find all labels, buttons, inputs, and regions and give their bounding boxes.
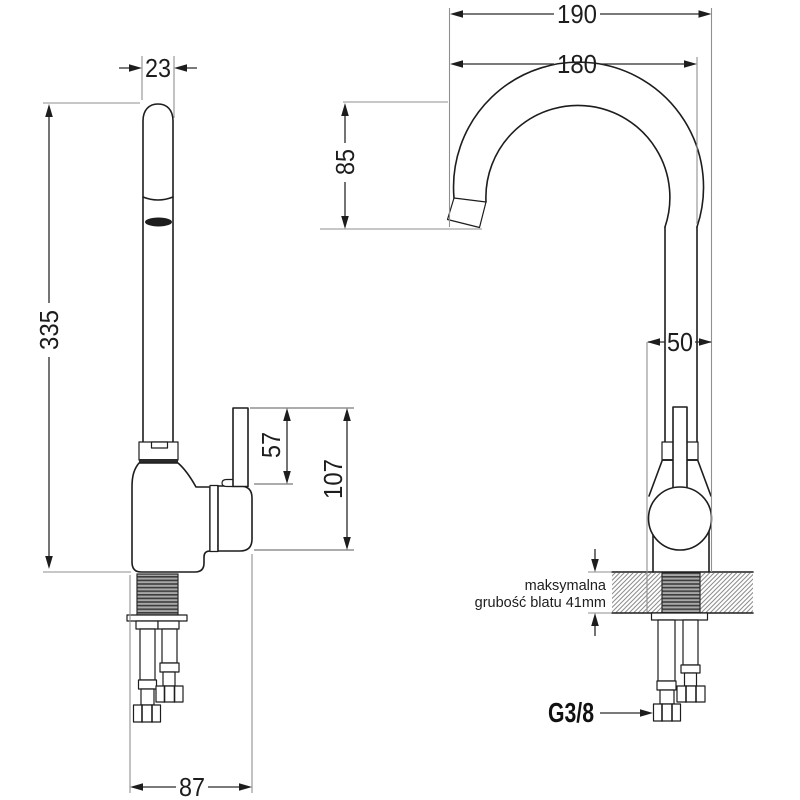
arrow-down-icon: [341, 216, 349, 229]
side-handle-base: [218, 486, 252, 551]
side-hose-right-nut: [156, 686, 183, 702]
front-view: [448, 62, 754, 721]
thread-size-label: G3/8: [548, 697, 594, 728]
arrow-left-icon: [647, 338, 660, 346]
front-hose-right-nut: [677, 686, 705, 702]
side-collar-notch: [152, 442, 168, 448]
arrow-left-icon: [450, 60, 463, 68]
arrow-left-icon: [450, 10, 463, 18]
arrow-down-icon: [283, 471, 291, 484]
side-hose-left: [134, 629, 161, 722]
side-mount-block-left: [136, 621, 158, 629]
dim-body-width: [647, 327, 712, 357]
arrow-right-icon: [699, 10, 712, 18]
aerator-outlet: [145, 218, 172, 227]
front-spout-outer-arc: [454, 62, 704, 227]
countertop-note: [475, 578, 607, 611]
dim-label-335: 335: [34, 306, 64, 350]
arrow-right-icon: [640, 709, 653, 717]
arrow-up-icon: [45, 104, 53, 117]
countertop-note-line2: grubość blatu 41mm: [474, 595, 606, 611]
side-handle-lever: [233, 408, 248, 487]
side-view: [127, 104, 252, 722]
arrow-up-icon: [341, 103, 349, 116]
arrow-up-icon: [343, 408, 351, 421]
front-hose-left: [654, 620, 681, 721]
dim-spout-diameter: [119, 53, 197, 83]
dimensions: [34, 0, 712, 800]
side-mounting-flange: [127, 615, 187, 621]
side-spout-stem: [143, 104, 173, 442]
dim-label-190: 190: [557, 0, 597, 29]
countertop-note-line1: maksymalna: [524, 578, 606, 594]
arrow-down-icon: [591, 559, 599, 572]
dim-label-87: 87: [179, 772, 205, 800]
arrow-down-icon: [45, 556, 53, 569]
front-handle-ball: [649, 487, 712, 550]
dim-label-50: 50: [667, 327, 693, 357]
arrow-right-icon: [699, 338, 712, 346]
dim-label-180: 180: [557, 49, 597, 79]
side-hose-left-nut: [134, 705, 161, 722]
dim-base-depth: [130, 772, 252, 800]
side-cartridge: [210, 486, 218, 552]
dim-lever-height: [256, 408, 291, 484]
arrow-right-icon: [239, 783, 252, 791]
front-handle-lever: [673, 407, 687, 488]
dim-spout-reach: [450, 49, 697, 79]
arrow-up-icon: [283, 408, 291, 421]
front-hose-right: [677, 620, 705, 702]
arrow-down-icon: [343, 537, 351, 550]
side-threaded-shank: [137, 574, 178, 615]
side-mount-block-right: [158, 621, 179, 629]
front-spout-inner-arc: [486, 105, 670, 227]
front-hose-left-nut: [654, 704, 681, 721]
dim-label-107: 107: [318, 455, 348, 499]
dim-spout-drop: [330, 103, 360, 229]
front-spout-nozzle: [448, 198, 487, 228]
dim-total-height: [34, 104, 64, 569]
arrow-left-icon: [174, 64, 187, 72]
dim-overall-reach: [450, 0, 712, 29]
arrow-right-icon: [129, 64, 142, 72]
dim-label-23: 23: [145, 53, 171, 83]
thread-callout: [548, 697, 653, 728]
arrow-right-icon: [684, 60, 697, 68]
side-lever-hinge: [222, 480, 233, 487]
dim-handle-assembly-height: [318, 408, 351, 550]
dim-label-85: 85: [330, 146, 360, 175]
front-shank-through-counter: [662, 573, 700, 614]
dim-label-57: 57: [256, 429, 286, 458]
arrow-left-icon: [130, 783, 143, 791]
front-mounting-plate: [652, 613, 708, 620]
side-hose-right: [156, 629, 183, 702]
countertop: [612, 572, 753, 613]
arrow-up-icon: [591, 613, 599, 626]
side-body: [132, 463, 210, 572]
